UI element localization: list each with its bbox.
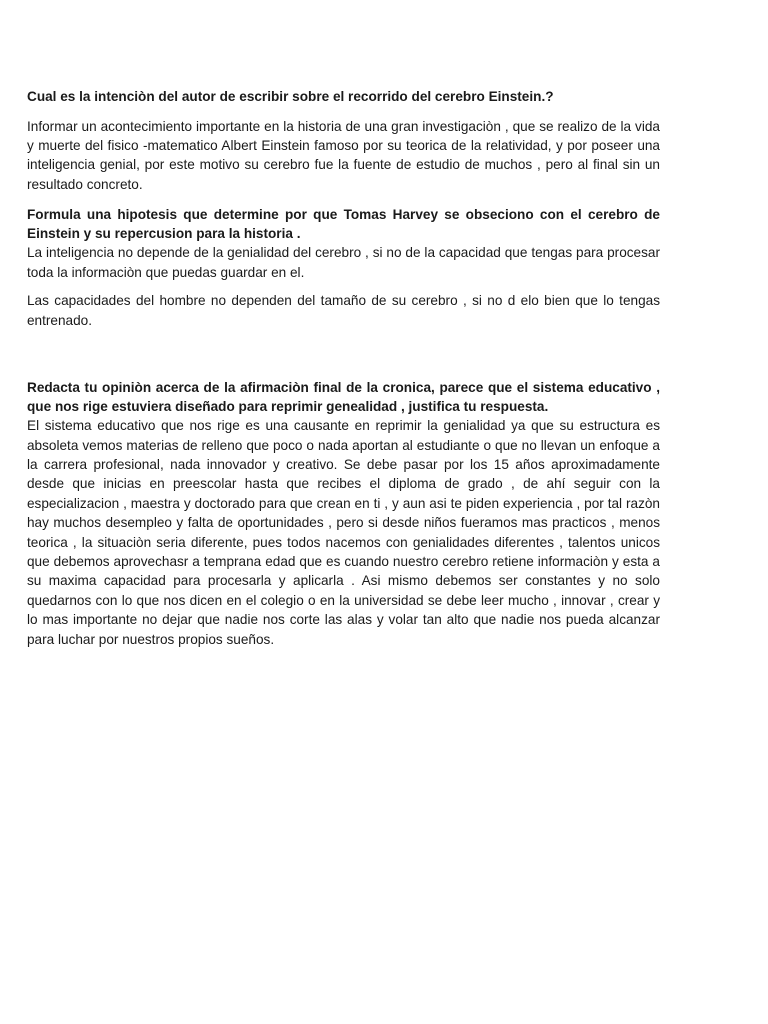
answer-3-paragraph: Las capacidades del hombre no dependen del tamaño de su cerebro , si no d elo bien que lo tengas entrenado. <box>27 293 660 328</box>
question-3-heading: Redacta tu opiniòn acerca de la afirmaciòn final de la cronica, parece que el sistema educativo , que nos rige estuviera diseñado para reprimir genealidad , justifica tu respuesta. <box>27 380 660 414</box>
answer-4-paragraph: El sistema educativo que nos rige es una causante en reprimir la genialidad ya que su estructura es absoleta vemos materias de relleno que poco o nada aportan al estudiante o que no llevan un enfoque a la carrera profesional, nada innovador y creativo. Se debe pasar por los 15 años aproximadamente desde que inicias en preescolar hasta que recibes el diploma de grado , de ahí seguir con la especializacion , maestra y doctorado para que crean en ti , y aun asi te piden experiencia , por tal razòn hay muchos desempleo y falta de oportunidades , pero si desde niños fueramos mas practicos , menos teorica , la situaciòn seria diferente, pues todos nacemos con genialidades diferentes , talentos unicos que debemos aprovechasr a temprana edad que es cuando nuestro cerebro retiene informaciòn y esta a su maxima capacidad para procesarla y aplicarla . Asi mismo debemos ser constantes y no solo quedarnos con lo que nos dicen en el colegio o en la universidad se debe leer mucho , innovar , crear y lo mas importante no dejar que nadie nos corte las alas y volar tan alto que nadie nos pueda alcanzar para luchar por nuestros propios sueños. <box>27 418 660 647</box>
question-1-heading: Cual es la intenciòn del autor de escribir sobre el recorrido del cerebro Einstein.? <box>27 89 554 104</box>
answer-2-paragraph: La inteligencia no depende de la genialidad del cerebro , si no de la capacidad que tengas para procesar toda la informaciòn que puedas guardar en el. <box>27 245 660 280</box>
question-2-heading: Formula una hipotesis que determine por que Tomas Harvey se obseciono con el cerebro de Einstein y su repercusion para la historia . <box>27 207 660 241</box>
document-page <box>27 88 660 649</box>
answer-1-paragraph: Informar un acontecimiento importante en la historia de una gran investigaciòn , que se realizo de la vida y muerte del fisico -matematico Albert Einstein famoso por su teorica de la relatividad, y por poseer una inteligencia genial, por este motivo su cerebro fue la fuente de estudio de muchos , pero al final sin un resultado concreto. <box>27 118 660 192</box>
